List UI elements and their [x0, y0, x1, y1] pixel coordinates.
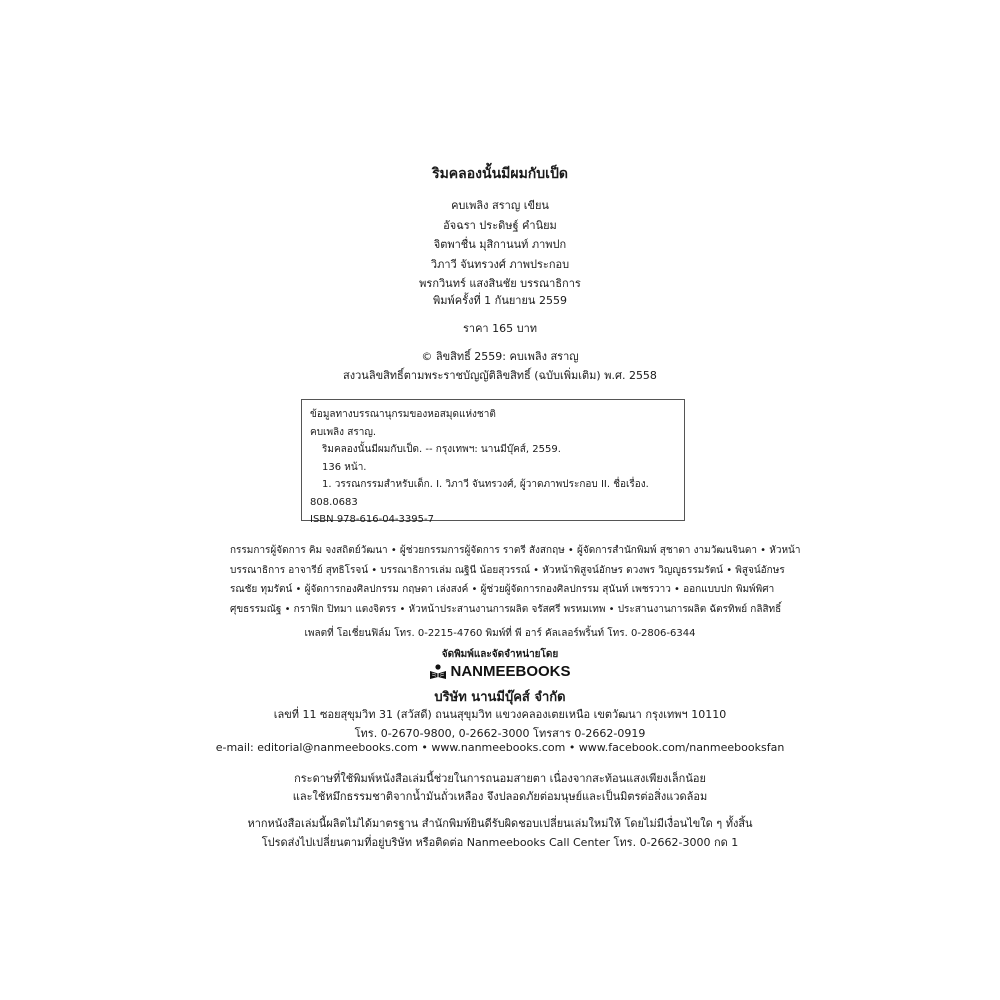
cip-isbn: ISBN 978-616-04-3395-7: [310, 514, 434, 525]
cip-classno: 808.0683: [310, 496, 358, 508]
credit-line: วิภาวี จันทรวงศ์ ภาพประกอบ: [430, 257, 570, 271]
published-by-label: จัดพิมพ์และจัดจำหน่ายโดย: [441, 649, 559, 660]
cip-subjects: 1. วรรณกรรมสำหรับเด็ก. I. วิภาวี จันทรวงศ์, ผู้วาดภาพประกอบ II. ชื่อเรื่อง.: [322, 479, 649, 490]
company-web: e-mail: editorial@nanmeebooks.com • www.nanmeebooks.com • www.facebook.com/nanmeebooksfan: [215, 741, 785, 754]
replacement-note: หากหนังสือเล่มนี้ผลิตไม่ได้มาตรฐาน สำนักพิมพ์ยินดีรับผิดชอบเปลี่ยนเล่มใหม่ให้ โดยไม่มีเงื่อนไขใด ๆ ทั้งสิ้น: [247, 817, 753, 830]
staff-line: บรรณาธิการ อาจารีย์ สุทธิโรจน์ • บรรณาธิการเล่ม ณฐินี น้อยสุวรรณ์ • หัวหน้าพิสูจน์อักษร ดวงพร วิญญูธรรมรัตน์ • พิสูจน์อักษร: [230, 564, 785, 576]
logo-text: NANMEEBOOKS: [450, 663, 571, 680]
credit-line: จิตพาชื่น มุสิกานนท์ ภาพปก: [433, 238, 567, 251]
replacement-note: โปรดส่งไปเปลี่ยนตามที่อยู่บริษัท หรือติดต่อ Nanmeebooks Call Center โทร. 0-2662-3000 กด 1: [261, 836, 739, 849]
company-name: บริษัท นานมีบุ๊คส์ จำกัด: [434, 690, 566, 705]
credit-line: คบเพลิง สราญ เขียน: [451, 199, 549, 212]
credit-line: พรกวินทร์ แสงสินชัย บรรณาธิการ: [419, 277, 581, 290]
cip-author: คบเพลิง สราญ.: [310, 426, 377, 438]
price-line: ราคา 165 บาท: [462, 322, 538, 335]
cip-pages: 136 หน้า.: [322, 461, 367, 473]
book-reader-icon: [429, 664, 447, 680]
publisher-logo-row: [0, 663, 1000, 684]
printers-line: เพลตที่ โอเชี่ยนฟิล์ม โทร. 0-2215-4760 พิมพ์ที่ พี อาร์ คัลเลอร์พริ้นท์ โทร. 0-2806-6344: [304, 628, 696, 639]
staff-line: รณชัย ทุมรัตน์ • ผู้จัดการกองศิลปกรรม กฤษดา เล่งสงค์ • ผู้ช่วยผู้จัดการกองศิลปกรรม สุนันท์ เพชรวาว • ออกแบบปก พิมพ์พิศา: [230, 584, 775, 595]
paper-note: และใช้หมึกธรรมชาติจากน้ำมันถั่วเหลือง จึงปลอดภัยต่อมนุษย์และเป็นมิตรต่อสิ่งแวดล้อม: [292, 790, 708, 803]
staff-line: กรรมการผู้จัดการ คิม จงสถิตย์วัฒนา • ผู้ช่วยกรรมการผู้จัดการ ราตรี สังสกฤษ • ผู้จัดการสำนักพิมพ์ สุชาดา งามวัฒนจินดา • หัวหน้า: [230, 545, 801, 556]
cip-box: [301, 399, 685, 525]
book-title: ริมคลองนั้นมีผมกับเป็ด: [432, 166, 568, 182]
copyright-line: © ลิขสิทธิ์ 2559: คบเพลิง สราญ: [421, 350, 579, 363]
publisher-logo: [429, 663, 570, 680]
company-phones: โทร. 0-2670-9800, 0-2662-3000 โทรสาร 0-2662-0919: [354, 727, 646, 740]
company-address: เลขที่ 11 ซอยสุขุมวิท 31 (สวัสดี) ถนนสุขุมวิท แขวงคลองเตยเหนือ เขตวัฒนา กรุงเทพฯ 10110: [273, 708, 727, 721]
edition-line: พิมพ์ครั้งที่ 1 กันยายน 2559: [433, 294, 567, 307]
credits-block: [0, 196, 1000, 294]
cip-title: ริมคลองนั้นมีผมกับเป็ด. -- กรุงเทพฯ: นานมีบุ๊คส์, 2559.: [322, 444, 561, 455]
paper-note: กระดาษที่ใช้พิมพ์หนังสือเล่มนี้ช่วยในการถนอมสายตา เนื่องจากสะท้อนแสงเพียงเล็กน้อย: [294, 772, 706, 785]
staff-line: ศุขธรรมณัฐ • กราฟิก ปิทมา แตงจิตรร • หัวหน้าประสานงานการผลิต จรัสศรี พรหมเทพ • ประสานงานการผลิต ฉัตรทิพย์ กลิสิทธิ์: [230, 603, 782, 615]
staff-credits: [230, 541, 801, 619]
copyright-law-line: สงวนลิขสิทธิ์ตามพระราชบัญญัติลิขสิทธิ์ (ฉบับเพิ่มเติม) พ.ศ. 2558: [343, 369, 657, 382]
cip-heading: ข้อมูลทางบรรณานุกรมของหอสมุดแห่งชาติ: [310, 409, 496, 420]
credit-line: อัจฉรา ประดิษฐ์ คำนิยม: [443, 218, 557, 232]
